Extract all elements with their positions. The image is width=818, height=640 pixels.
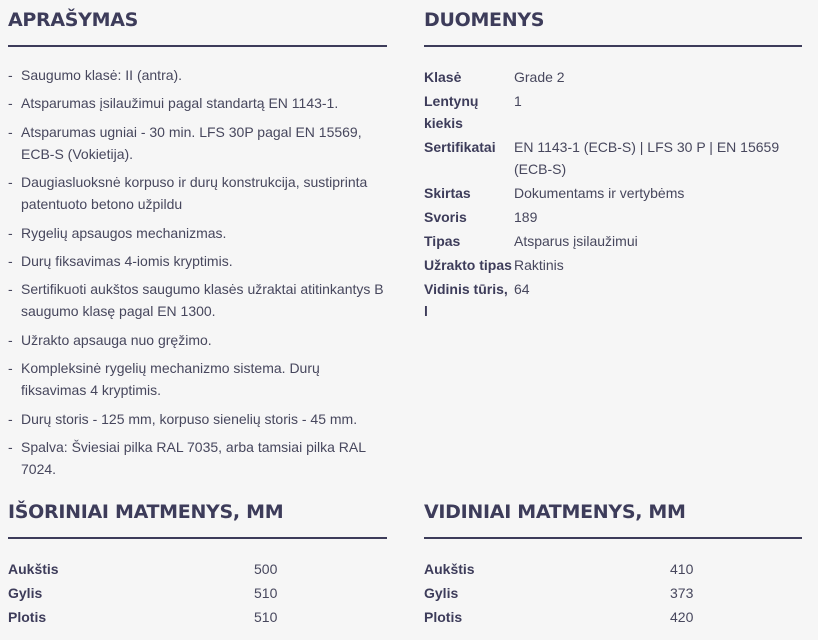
description-item: - Užrakto apsauga nuo gręžimo. — [8, 331, 212, 348]
description-item: - Spalva: Šviesiai pilka RAL 7035, arba tamsiai pilka RAL 7024. — [8, 438, 366, 477]
data-value: EN 1143-1 (ECB-S) | LFS 30 P | EN 15659 (ECB-S) — [514, 139, 780, 177]
description-list — [8, 64, 388, 486]
data-label: Vidinis tūris, l — [424, 281, 508, 319]
inner-dims-value: 410 — [670, 561, 694, 577]
data-table — [424, 66, 804, 324]
data-value: 1 — [514, 93, 522, 109]
data-row — [424, 182, 804, 204]
outer-dims-row — [8, 558, 388, 580]
data-label: Klasė — [424, 69, 462, 85]
description-item: - Daugiasluoksnė korpuso ir durų konstrukcija, sustiprinta patentuoto betono užpildu — [8, 174, 368, 213]
data-label: Tipas — [424, 233, 461, 249]
description-item: - Saugumo klasė: II (antra). — [8, 67, 183, 83]
inner-dims-divider — [424, 537, 802, 539]
data-row — [424, 278, 804, 322]
data-value: 189 — [514, 209, 538, 225]
data-value: 64 — [514, 281, 530, 297]
description-item: - Atsparumas ugniai - 30 min. LFS 30P pagal EN 15569, ECB-S (Vokietija). — [8, 123, 362, 162]
data-label: Svoris — [424, 209, 467, 225]
inner-dims-label: Gylis — [424, 585, 459, 601]
description-item: - Durų storis - 125 mm, korpuso sienelių storis - 45 mm. — [8, 410, 358, 427]
inner-dims-value: 420 — [670, 609, 694, 625]
description-title: APRAŠYMAS — [8, 9, 139, 31]
inner-dims-title: VIDINIAI MATMENYS, MM — [424, 501, 686, 523]
data-row — [424, 66, 804, 88]
outer-dims-value: 510 — [254, 585, 278, 601]
description-item: - Atsparumas įsilaužimui pagal standartą EN 1143-1. — [8, 95, 339, 112]
description-item: - Sertifikuoti aukštos saugumo klasės užraktai atitinkantys B saugumo klasę pagal EN 1300. — [8, 281, 384, 320]
data-value: Atsparus įsilaužimui — [514, 233, 638, 249]
description-divider — [8, 45, 387, 47]
inner-dims-row — [424, 582, 804, 604]
description-item: - Rygelių apsaugos mechanizmas. — [8, 224, 227, 241]
data-row — [424, 254, 804, 276]
outer-dims-title: IŠORINIAI MATMENYS, MM — [8, 501, 284, 523]
data-row — [424, 206, 804, 228]
inner-dims-label: Aukštis — [424, 561, 475, 577]
inner-dims-value: 373 — [670, 585, 694, 601]
data-value: Raktinis — [514, 257, 564, 273]
data-value: Dokumentams ir vertybėms — [514, 185, 685, 201]
outer-dims-value: 510 — [254, 609, 278, 625]
data-label: Skirtas — [424, 185, 471, 201]
outer-dims-value: 500 — [254, 561, 278, 577]
inner-dims-table — [424, 558, 804, 630]
data-label: Lentynų kiekis — [424, 93, 479, 131]
description-item: - Kompleksinė rygelių mechanizmo sistema. Durų fiksavimas 4 kryptimis. — [8, 360, 320, 399]
data-label: Užrakto tipas — [424, 257, 512, 273]
data-value: Grade 2 — [514, 69, 565, 85]
outer-dims-row — [8, 606, 388, 628]
outer-dims-divider — [8, 537, 387, 539]
data-row — [424, 90, 804, 134]
inner-dims-row — [424, 606, 804, 628]
outer-dims-label: Aukštis — [8, 561, 59, 577]
data-label: Sertifikatai — [424, 139, 496, 155]
data-row — [424, 136, 804, 180]
description-item: - Durų fiksavimas 4-iomis kryptimis. — [8, 252, 233, 269]
inner-dims-row — [424, 558, 804, 580]
data-title: DUOMENYS — [424, 9, 545, 31]
data-divider — [424, 45, 802, 47]
inner-dims-label: Plotis — [424, 609, 463, 625]
data-row — [424, 230, 804, 252]
outer-dims-row — [8, 582, 388, 604]
outer-dims-table — [8, 558, 388, 630]
outer-dims-label: Plotis — [8, 609, 47, 625]
outer-dims-label: Gylis — [8, 585, 43, 601]
